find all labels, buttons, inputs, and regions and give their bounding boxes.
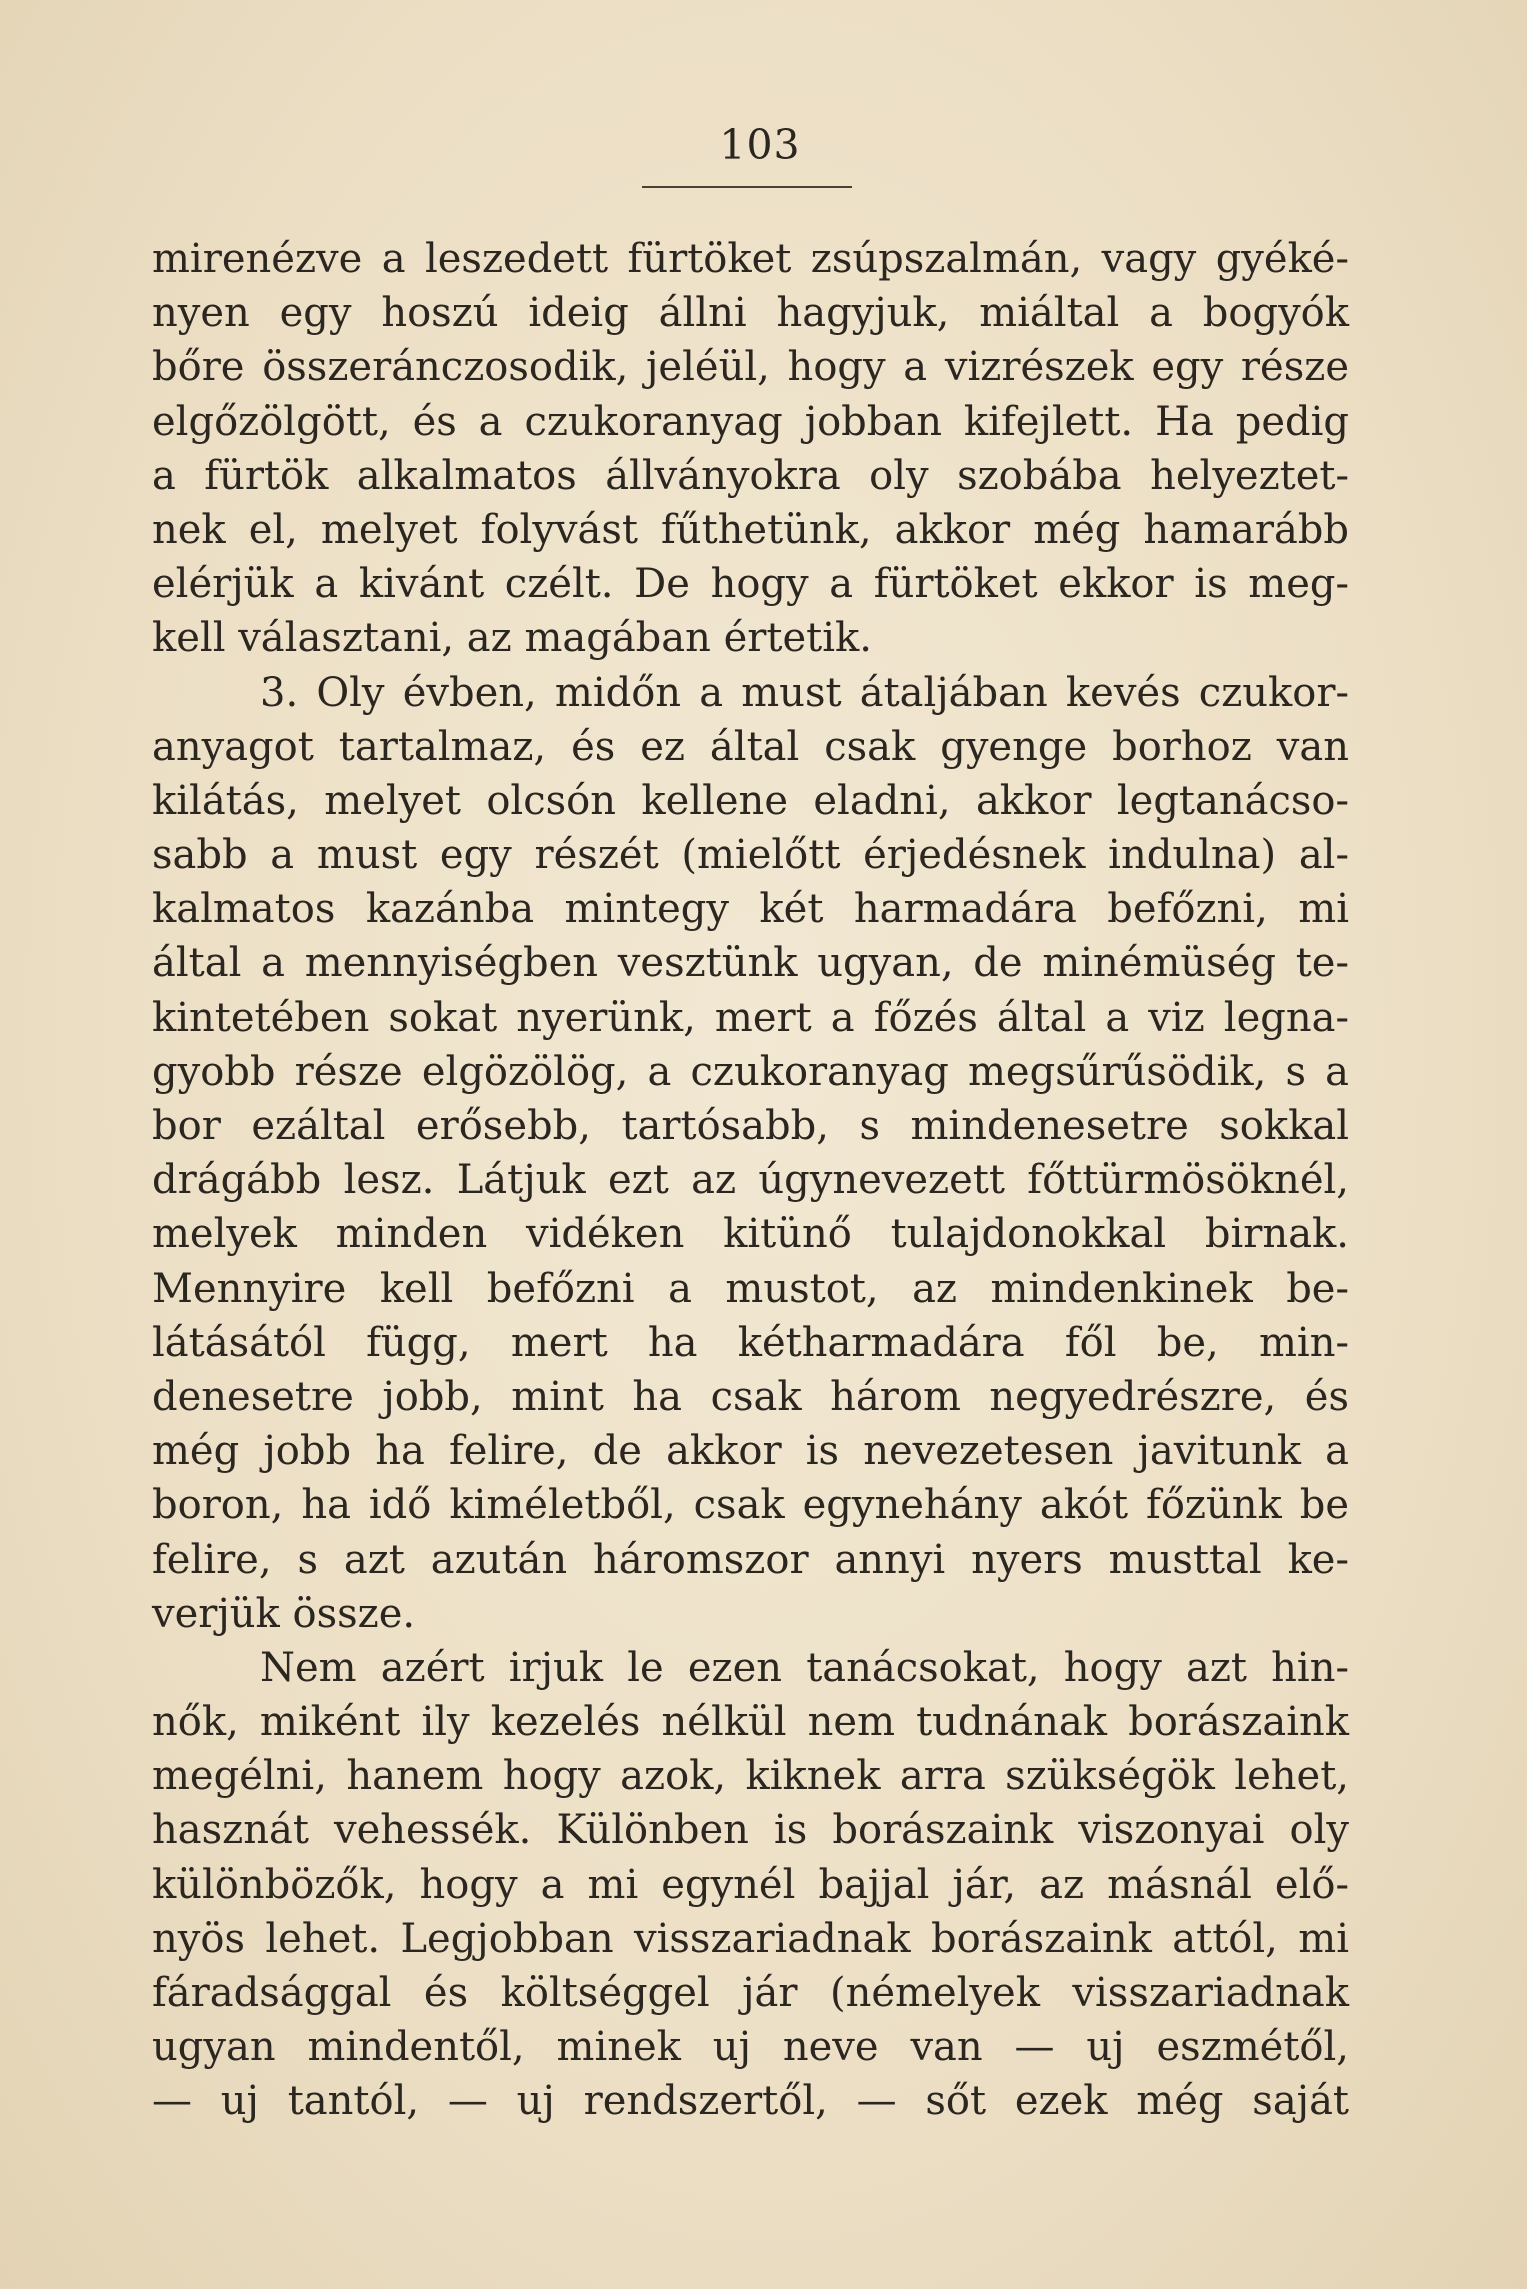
text-line: kell választani, az magában értetik. xyxy=(152,615,872,662)
text-line: sabb a must egy részét (mielőtt érjedésnek indulna) al- xyxy=(152,832,1349,879)
text-line: megélni, hanem hogy azok, kiknek arra szükségök lehet, xyxy=(152,1753,1349,1800)
text-line: nek el, melyet folyvást fűthetünk, akkor még hamarább xyxy=(152,506,1349,553)
text-line: nők, miként ily kezelés nélkül nem tudnának borászaink xyxy=(152,1699,1349,1746)
text-line: gyobb része elgözölög, a czukoranyag megsűrűsödik, s a xyxy=(152,1048,1349,1095)
paragraph-start-line: 3. Oly évben, midőn a must átaljában kevés czukor- xyxy=(260,669,1349,716)
text-line: hasznát vehessék. Különben is borászaink viszonyai oly xyxy=(152,1807,1349,1854)
header-rule xyxy=(642,186,852,188)
text-line: a fürtök alkalmatos állványokra oly szobába helyeztet- xyxy=(152,452,1349,499)
text-line: kilátás, melyet olcsón kellene eladni, akkor legtanácso- xyxy=(152,777,1349,824)
text-line: elgőzölgött, és a czukoranyag jobban kifejlett. Ha pedig xyxy=(152,398,1349,445)
paragraph-start-line: Nem azért irjuk le ezen tanácsokat, hogy azt hin- xyxy=(260,1644,1349,1691)
text-line: által a mennyiségben vesztünk ugyan, de minémüség te- xyxy=(152,940,1349,987)
text-line: nyen egy hoszú ideig állni hagyjuk, miáltal a bogyók xyxy=(152,290,1349,337)
page-number: 103 xyxy=(719,121,801,169)
text-line: bor ezáltal erősebb, tartósabb, s mindenesetre sokkal xyxy=(152,1103,1349,1149)
text-line: ugyan mindentől, minek uj neve van — uj eszmétől, xyxy=(152,2024,1349,2071)
text-line: Mennyire kell befőzni a mustot, az mindenkinek be- xyxy=(152,1265,1349,1312)
text-line: anyagot tartalmaz, és ez által csak gyenge borhoz van xyxy=(152,723,1349,770)
text-line: kintetében sokat nyerünk, mert a főzés által a viz legna- xyxy=(152,994,1349,1041)
text-line: drágább lesz. Látjuk ezt az úgynevezett főttürmösöknél, xyxy=(152,1157,1349,1204)
text-line: mirenézve a leszedett fürtöket zsúpszalmán, vagy gyéké- xyxy=(152,236,1349,282)
text-line: boron, ha idő kiméletből, csak egynehány akót főzünk be xyxy=(152,1482,1349,1529)
text-line: kalmatos kazánba mintegy két harmadára befőzni, mi xyxy=(152,886,1349,933)
text-line: elérjük a kivánt czélt. De hogy a fürtöket ekkor is meg- xyxy=(152,561,1349,608)
text-line: fáradsággal és költséggel jár (némelyek visszariadnak xyxy=(152,1970,1349,2016)
text-line: melyek minden vidéken kitünő tulajdonokkal birnak. xyxy=(152,1211,1349,1258)
text-line: felire, s azt azután háromszor annyi nyers musttal ke- xyxy=(152,1536,1349,1583)
text-line: nyös lehet. Legjobban visszariadnak borászaink attól, mi xyxy=(152,1915,1349,1962)
text-line: különbözők, hogy a mi egynél bajjal jár, az másnál elő- xyxy=(152,1861,1349,1908)
text-line: denesetre jobb, mint ha csak három negyedrészre, és xyxy=(152,1373,1349,1420)
body-text xyxy=(152,232,1349,2129)
text-line: verjük össze. xyxy=(152,1590,416,1637)
text-line: — uj tantól, — uj rendszertől, — sőt ezek még saját xyxy=(152,2078,1349,2125)
text-line: látásától függ, mert ha kétharmadára fől be, min- xyxy=(152,1319,1349,1366)
text-line: még jobb ha felire, de akkor is nevezetesen javitunk a xyxy=(152,1428,1349,1475)
text-line: bőre összeránczosodik, jeléül, hogy a vizrészek egy része xyxy=(152,344,1349,391)
